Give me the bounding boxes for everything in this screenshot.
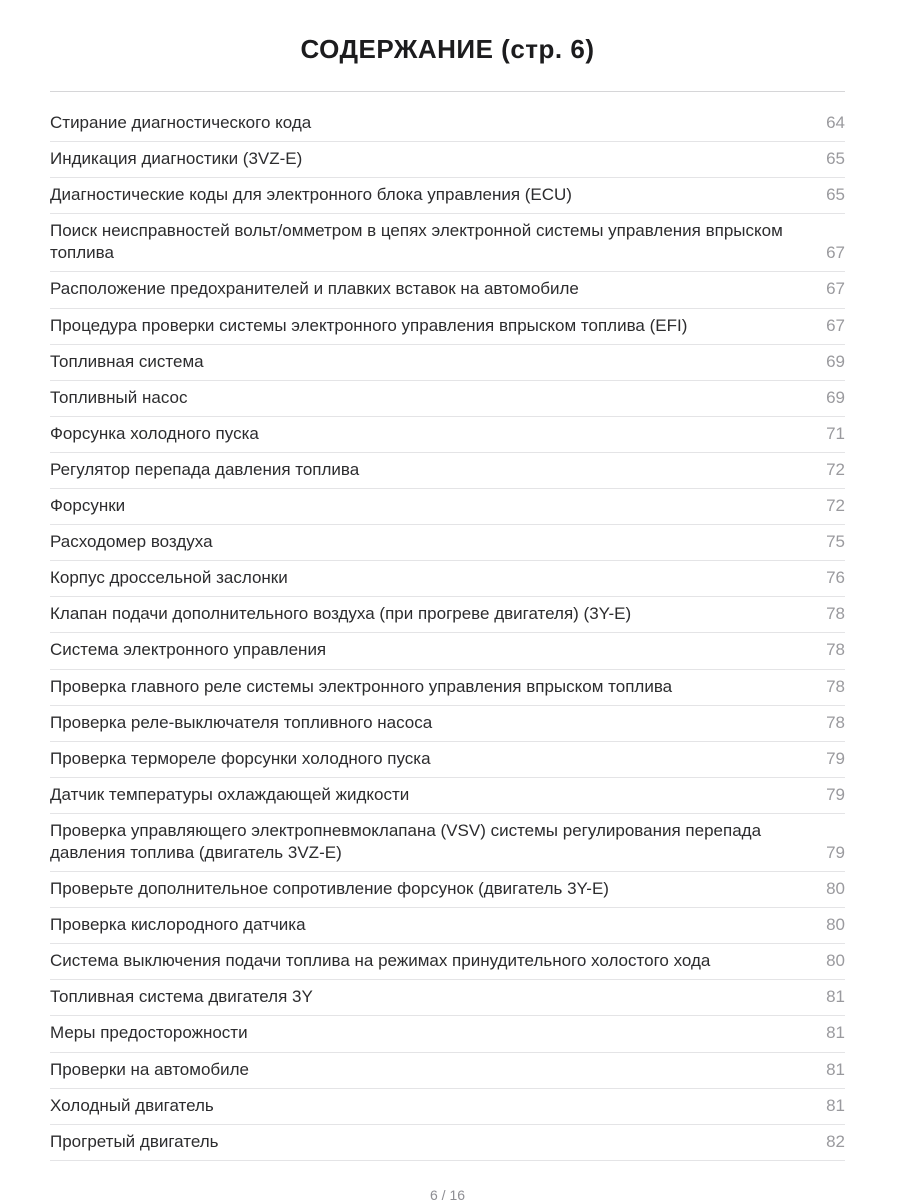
toc-entry-title: Меры предосторожности (50, 1023, 248, 1043)
toc-row (50, 778, 845, 814)
toc-entry-title: Проверка термореле форсунки холодного пуска (50, 748, 431, 768)
toc-entry-title: Датчик температуры охлаждающей жидкости (50, 784, 410, 804)
toc-entry-title: Расположение предохранителей и плавких вставок на автомобиле (50, 279, 579, 299)
toc-entry-page: 82 (826, 1131, 845, 1151)
toc-entry-title: Поиск неисправностей вольт/омметром в цепях электронной системы управления впрыском топлива (50, 221, 783, 263)
toc-entry-title: Проверьте дополнительное сопротивление форсунок (двигатель 3Y-E) (50, 879, 609, 899)
toc-entry-page: 72 (826, 459, 845, 479)
toc-row (50, 944, 845, 980)
toc-entry-title: Прогретый двигатель (50, 1131, 219, 1151)
toc-entry-title: Топливная система двигателя 3Y (50, 987, 313, 1007)
toc-entry-title: Проверка управляющего электропневмоклапана (VSV) системы регулирования перепада давления топлива (двигатель 3VZ-E) (50, 820, 762, 862)
toc-row (50, 1125, 845, 1161)
toc-entry-page: 67 (826, 279, 845, 299)
page-title: СОДЕРЖАНИЕ (стр. 6) (300, 34, 595, 64)
toc-entry-title: Форсунки (50, 496, 126, 516)
toc-entry-title: Диагностические коды для электронного блока управления (ECU) (50, 185, 572, 205)
toc-entry-title: Регулятор перепада давления топлива (50, 459, 360, 479)
toc-row (50, 908, 845, 944)
toc-entry-title: Холодный двигатель (50, 1095, 214, 1115)
toc-entry-title: Расходомер воздуха (50, 532, 213, 552)
toc-row (50, 272, 845, 308)
toc-entry-title: Индикация диагностики (3VZ-E) (50, 149, 303, 169)
toc-entry-title: Проверки на автомобиле (50, 1059, 250, 1079)
toc-entry-page: 79 (826, 784, 845, 804)
toc-entry-page: 81 (826, 1095, 845, 1115)
toc-entry-page: 79 (826, 748, 845, 768)
toc-row (50, 142, 845, 178)
toc-entry-page: 78 (826, 604, 845, 624)
toc-entry-page: 76 (826, 568, 845, 588)
toc-row (50, 814, 845, 872)
toc-row (50, 106, 845, 142)
toc-entry-title: Топливный насос (50, 387, 188, 407)
title-divider (50, 91, 845, 92)
toc-entry-page: 81 (826, 1023, 845, 1043)
toc-row (50, 706, 845, 742)
toc-row (50, 525, 845, 561)
toc-row (50, 1053, 845, 1089)
toc-row (50, 178, 845, 214)
toc-entry-title: Процедура проверки системы электронного управления впрыском топлива (EFI) (50, 315, 688, 335)
toc-row (50, 345, 845, 381)
toc-entry-title: Топливная система (50, 351, 204, 371)
toc-entry-title: Система выключения подачи топлива на режимах принудительного холостого хода (50, 951, 711, 971)
toc-row (50, 417, 845, 453)
toc-entry-page: 65 (826, 185, 845, 205)
toc-entry-page: 67 (826, 315, 845, 335)
toc-row (50, 561, 845, 597)
toc-row (50, 872, 845, 908)
toc-entry-title: Корпус дроссельной заслонки (50, 568, 288, 588)
toc-list (50, 106, 845, 1161)
toc-entry-page: 78 (826, 640, 845, 660)
toc-row (50, 980, 845, 1016)
toc-row (50, 1089, 845, 1125)
toc-entry-title: Система электронного управления (50, 640, 327, 660)
toc-entry-title: Проверка главного реле системы электронного управления впрыском топлива (50, 676, 673, 696)
toc-entry-page: 71 (826, 423, 845, 443)
toc-row (50, 214, 845, 272)
toc-entry-page: 69 (826, 351, 845, 371)
toc-entry-page: 72 (826, 496, 845, 516)
toc-entry-page: 75 (826, 532, 845, 552)
toc-entry-page: 78 (826, 676, 845, 696)
toc-entry-page: 78 (826, 712, 845, 732)
toc-entry-title: Проверка кислородного датчика (50, 915, 306, 935)
toc-entry-page: 81 (826, 987, 845, 1007)
toc-entry-page: 64 (826, 113, 845, 132)
toc-entry-page: 80 (826, 879, 845, 899)
toc-entry-title: Стирание диагностического кода (50, 113, 312, 132)
toc-row (50, 381, 845, 417)
toc-entry-page: 69 (826, 387, 845, 407)
toc-row (50, 489, 845, 525)
toc-entry-page: 65 (826, 149, 845, 169)
toc-entry-page: 67 (826, 243, 845, 263)
toc-entry-title: Форсунка холодного пуска (50, 423, 259, 443)
toc-entry-page: 81 (826, 1059, 845, 1079)
toc-row (50, 1016, 845, 1052)
toc-row (50, 633, 845, 669)
toc-entry-page: 80 (826, 951, 845, 971)
toc-row (50, 597, 845, 633)
toc-entry-page: 80 (826, 915, 845, 935)
toc-row (50, 453, 845, 489)
toc-row (50, 670, 845, 706)
toc-entry-title: Клапан подачи дополнительного воздуха (при прогреве двигателя) (3Y-E) (50, 604, 632, 624)
page-number-indicator: 6 / 16 (429, 1186, 466, 1203)
toc-row (50, 742, 845, 778)
toc-entry-page: 79 (826, 842, 845, 862)
toc-entry-title: Проверка реле-выключателя топливного насоса (50, 712, 433, 732)
toc-row (50, 309, 845, 345)
